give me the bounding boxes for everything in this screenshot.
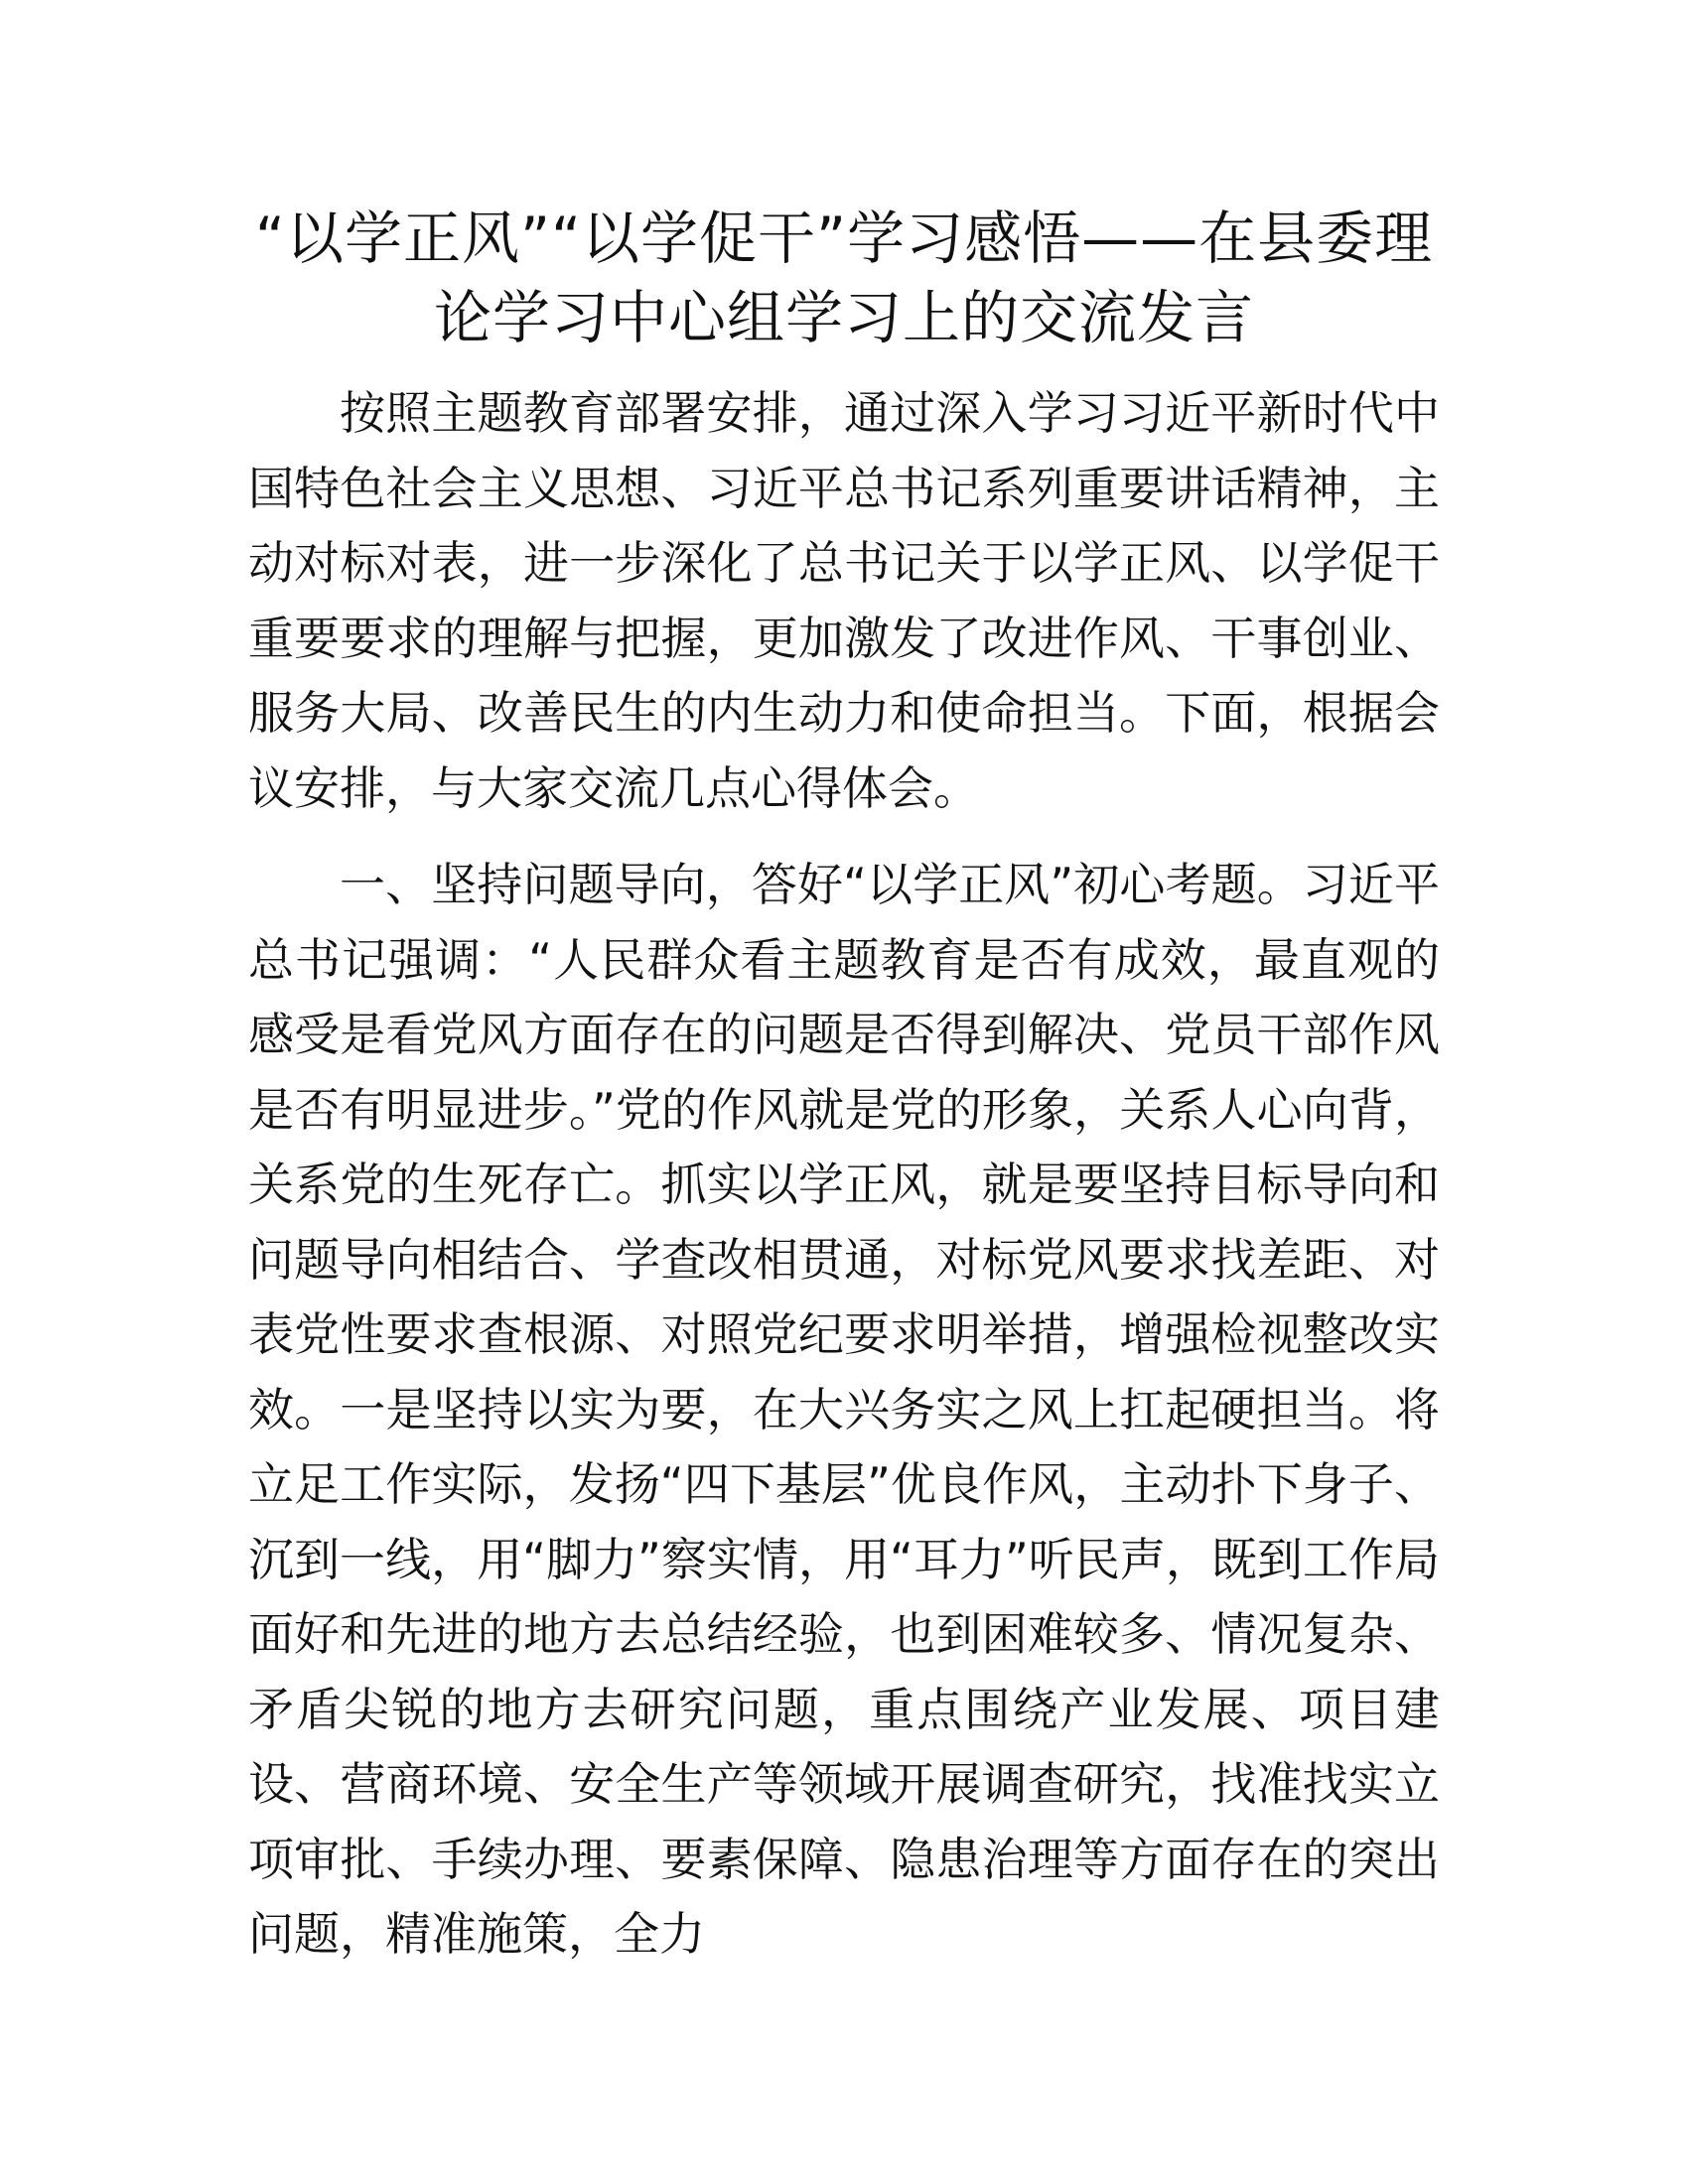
body-paragraph: 一、坚持问题导向，答好“以学正风”初心考题。习近平总书记强调：“人民群众看主题教育是否有成效，最直观的感受是看党风方面存在的问题是否得到解决、党员干部作风是否有明显进步。”党的作风就是党的形象，关系人心向背，关系党的生死存亡。抓实以学正风，就是要坚持目标导向和问题导向相结合、学查改相贯通，对标党风要求找差距、对表党性要求查根源、对照党纪要求明举措，增强检视整改实效。一是坚持以实为要，在大兴务实之风上扛起硬担当。将立足工作实际，发扬“四下基层”优良作风，主动扑下身子、沉到一线，用“脚力”察实情，用“耳力”听民声，既到工作局面好和先进的地方去总结经验，也到困难较多、情况复杂、矛盾尖锐的地方去研究问题，重点围绕产业发展、项目建设、营商环境、安全生产等领域开展调查研究，找准找实立项审批、手续办理、要素保障、隐患治理等方面存在的突出问题，精准施策，全力 [248,858,1440,1961]
body-paragraph: 按照主题教育部署安排，通过深入学习习近平新时代中国特色社会主义思想、习近平总书记系列重要讲话精神，主动对标对表，进一步深化了总书记关于以学正风、以学促干重要要求的理解与把握，更加激发了改进作风、干事创业、服务大局、改善民生的内生动力和使命担当。下面，根据会议安排，与大家交流几点心得体会。 [248,386,1440,815]
document-title: “以学正风”“以学促干”学习感悟——在县委理论学习中心组学习上的交流发言 [254,205,1434,351]
